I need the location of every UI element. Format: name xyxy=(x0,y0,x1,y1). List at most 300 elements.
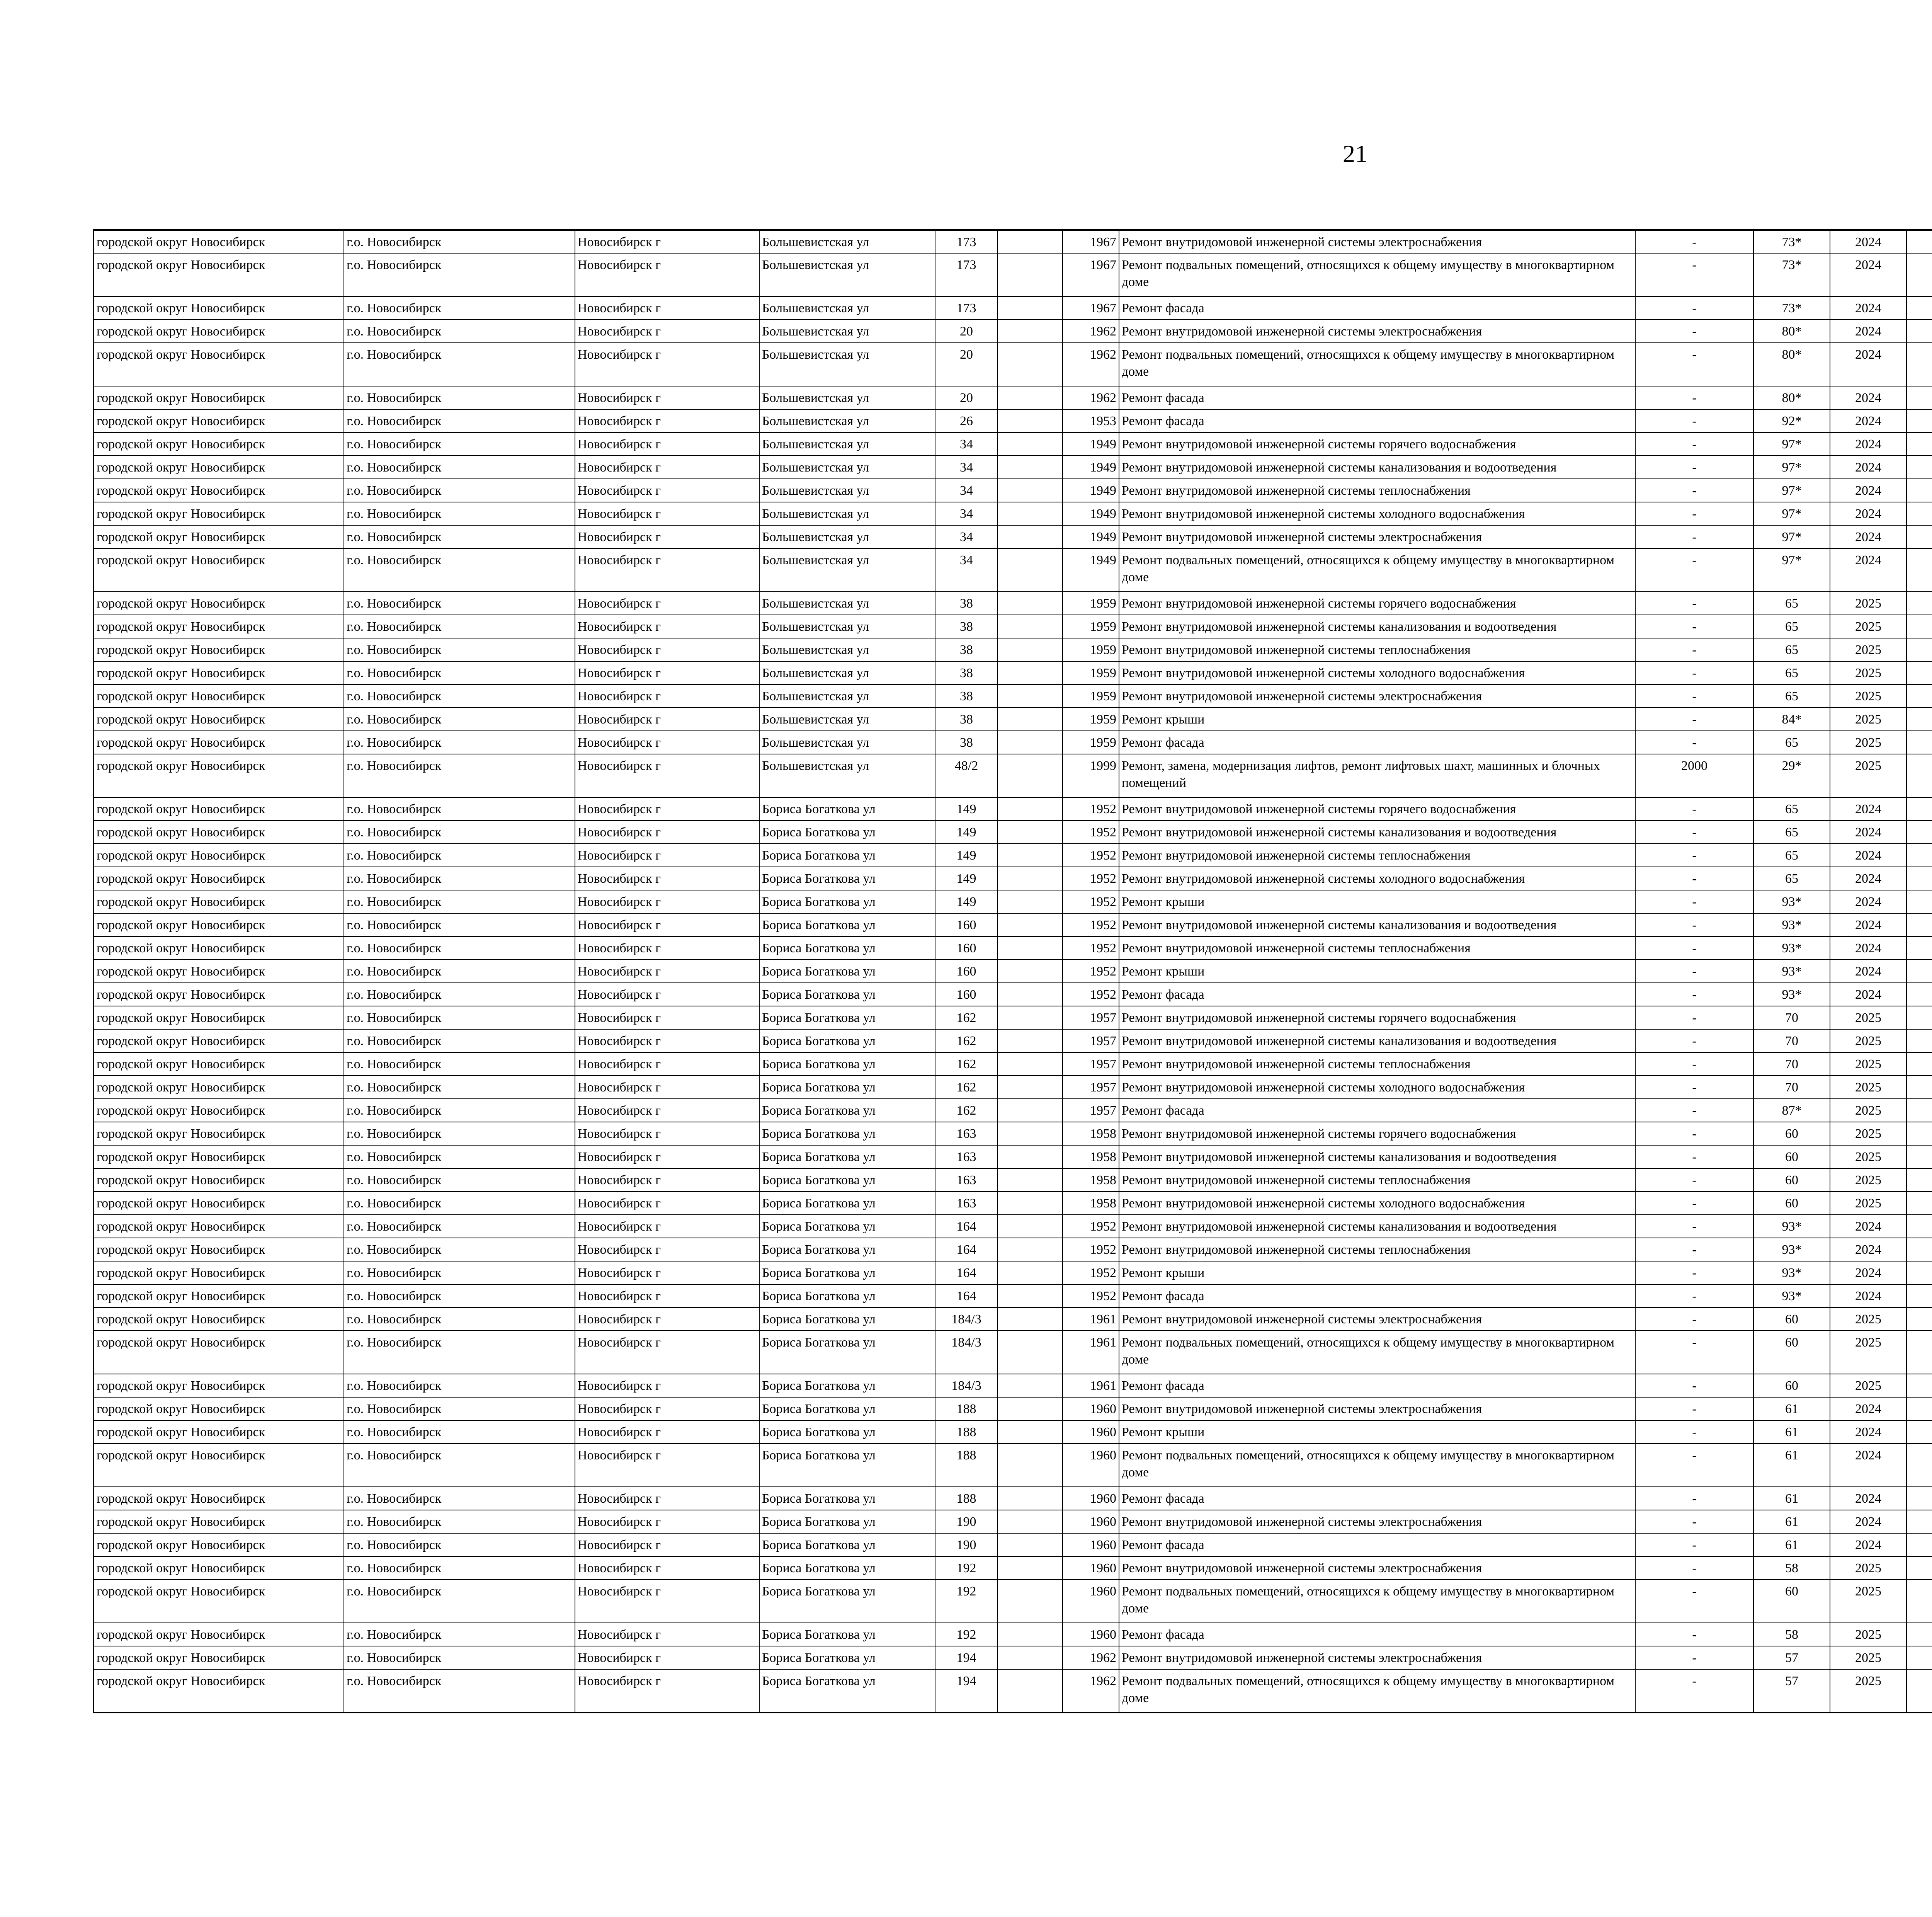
cell-house-number: 38 xyxy=(935,731,998,754)
cell-year-built: 1957 xyxy=(1063,1076,1119,1099)
cell-end-year xyxy=(1906,913,1932,936)
cell-year-built: 1959 xyxy=(1063,708,1119,731)
cell-elevator-year: - xyxy=(1635,821,1753,844)
cell-house-number: 184/3 xyxy=(935,1331,998,1374)
cell-building xyxy=(998,1238,1063,1261)
cell-work-type: Ремонт фасада xyxy=(1119,1374,1635,1397)
cell-elevator-year: - xyxy=(1635,1284,1753,1308)
cell-settlement: Новосибирск г xyxy=(575,615,759,638)
cell-year-built: 1961 xyxy=(1063,1308,1119,1331)
cell-building xyxy=(998,1122,1063,1145)
cell-elevator-year: - xyxy=(1635,1669,1753,1713)
cell-district: г.о. Новосибирск xyxy=(344,983,575,1006)
cell-municipality: городской округ Новосибирск xyxy=(94,1238,344,1261)
cell-settlement: Новосибирск г xyxy=(575,1006,759,1029)
cell-wear-percent: 93* xyxy=(1753,960,1830,983)
cell-district: г.о. Новосибирск xyxy=(344,1029,575,1052)
cell-year-built: 1958 xyxy=(1063,1168,1119,1192)
cell-elevator-year: - xyxy=(1635,731,1753,754)
cell-end-year xyxy=(1906,1331,1932,1374)
cell-wear-percent: 93* xyxy=(1753,983,1830,1006)
cell-house-number: 162 xyxy=(935,1006,998,1029)
table-row xyxy=(94,708,1932,731)
cell-settlement: Новосибирск г xyxy=(575,797,759,821)
cell-year-built: 1952 xyxy=(1063,1238,1119,1261)
cell-municipality: городской округ Новосибирск xyxy=(94,1261,344,1284)
cell-wear-percent: 57 xyxy=(1753,1646,1830,1669)
cell-settlement: Новосибирск г xyxy=(575,253,759,296)
cell-building xyxy=(998,1580,1063,1623)
cell-year-built: 1957 xyxy=(1063,1099,1119,1122)
cell-end-year xyxy=(1906,253,1932,296)
cell-start-year: 2024 xyxy=(1830,343,1906,386)
cell-start-year: 2024 xyxy=(1830,1510,1906,1533)
cell-building xyxy=(998,731,1063,754)
cell-year-built: 1958 xyxy=(1063,1192,1119,1215)
cell-start-year: 2025 xyxy=(1830,684,1906,708)
cell-year-built: 1952 xyxy=(1063,1215,1119,1238)
cell-year-built: 1949 xyxy=(1063,479,1119,502)
cell-work-type: Ремонт фасада xyxy=(1119,983,1635,1006)
table-row xyxy=(94,1261,1932,1284)
cell-house-number: 164 xyxy=(935,1284,998,1308)
cell-wear-percent: 58 xyxy=(1753,1623,1830,1646)
cell-year-built: 1961 xyxy=(1063,1374,1119,1397)
cell-building xyxy=(998,1420,1063,1444)
cell-house-number: 164 xyxy=(935,1261,998,1284)
cell-municipality: городской округ Новосибирск xyxy=(94,913,344,936)
cell-elevator-year: - xyxy=(1635,1510,1753,1533)
cell-end-year xyxy=(1906,1261,1932,1284)
cell-settlement: Новосибирск г xyxy=(575,409,759,432)
table-row xyxy=(94,1052,1932,1076)
cell-municipality: городской округ Новосибирск xyxy=(94,754,344,797)
cell-elevator-year: - xyxy=(1635,296,1753,320)
cell-municipality: городской округ Новосибирск xyxy=(94,548,344,592)
cell-municipality: городской округ Новосибирск xyxy=(94,661,344,684)
cell-year-built: 1962 xyxy=(1063,1646,1119,1669)
cell-street: Большевистская ул xyxy=(759,708,935,731)
cell-building xyxy=(998,1308,1063,1331)
cell-end-year xyxy=(1906,661,1932,684)
cell-district: г.о. Новосибирск xyxy=(344,661,575,684)
cell-work-type: Ремонт фасада xyxy=(1119,386,1635,409)
cell-settlement: Новосибирск г xyxy=(575,821,759,844)
cell-settlement: Новосибирск г xyxy=(575,1308,759,1331)
cell-end-year xyxy=(1906,1029,1932,1052)
cell-district: г.о. Новосибирск xyxy=(344,296,575,320)
cell-house-number: 190 xyxy=(935,1533,998,1556)
cell-municipality: городской округ Новосибирск xyxy=(94,230,344,253)
table-row xyxy=(94,1444,1932,1487)
cell-district: г.о. Новосибирск xyxy=(344,754,575,797)
cell-building xyxy=(998,479,1063,502)
cell-start-year: 2025 xyxy=(1830,1122,1906,1145)
cell-house-number: 164 xyxy=(935,1215,998,1238)
cell-district: г.о. Новосибирск xyxy=(344,731,575,754)
cell-work-type: Ремонт подвальных помещений, относящихся к общему имуществу в многоквартирном доме xyxy=(1119,1444,1635,1487)
cell-start-year: 2025 xyxy=(1830,1145,1906,1168)
cell-work-type: Ремонт внутридомовой инженерной системы теплоснабжения xyxy=(1119,1052,1635,1076)
cell-settlement: Новосибирск г xyxy=(575,456,759,479)
table-row xyxy=(94,983,1932,1006)
cell-district: г.о. Новосибирск xyxy=(344,386,575,409)
cell-elevator-year: - xyxy=(1635,1397,1753,1420)
cell-end-year xyxy=(1906,615,1932,638)
cell-building xyxy=(998,638,1063,661)
cell-work-type: Ремонт фасада xyxy=(1119,1099,1635,1122)
cell-house-number: 160 xyxy=(935,913,998,936)
cell-municipality: городской округ Новосибирск xyxy=(94,983,344,1006)
cell-building xyxy=(998,1192,1063,1215)
cell-district: г.о. Новосибирск xyxy=(344,548,575,592)
cell-municipality: городской округ Новосибирск xyxy=(94,821,344,844)
cell-house-number: 162 xyxy=(935,1029,998,1052)
table-row xyxy=(94,479,1932,502)
table-row xyxy=(94,1006,1932,1029)
cell-year-built: 1952 xyxy=(1063,960,1119,983)
cell-house-number: 149 xyxy=(935,821,998,844)
cell-start-year: 2024 xyxy=(1830,1215,1906,1238)
cell-building xyxy=(998,754,1063,797)
cell-year-built: 1952 xyxy=(1063,913,1119,936)
cell-municipality: городской округ Новосибирск xyxy=(94,1646,344,1669)
cell-year-built: 1960 xyxy=(1063,1533,1119,1556)
cell-settlement: Новосибирск г xyxy=(575,1145,759,1168)
cell-work-type: Ремонт внутридомовой инженерной системы теплоснабжения xyxy=(1119,638,1635,661)
cell-wear-percent: 97* xyxy=(1753,525,1830,548)
cell-street: Бориса Богаткова ул xyxy=(759,1533,935,1556)
cell-building xyxy=(998,1623,1063,1646)
cell-year-built: 1959 xyxy=(1063,615,1119,638)
cell-work-type: Ремонт внутридомовой инженерной системы электроснабжения xyxy=(1119,230,1635,253)
cell-work-type: Ремонт внутридомовой инженерной системы холодного водоснабжения xyxy=(1119,1076,1635,1099)
cell-municipality: городской округ Новосибирск xyxy=(94,844,344,867)
cell-end-year xyxy=(1906,1623,1932,1646)
cell-settlement: Новосибирск г xyxy=(575,1029,759,1052)
cell-street: Большевистская ул xyxy=(759,661,935,684)
cell-start-year: 2024 xyxy=(1830,913,1906,936)
cell-end-year xyxy=(1906,456,1932,479)
table-row xyxy=(94,1580,1932,1623)
cell-end-year xyxy=(1906,1646,1932,1669)
cell-work-type: Ремонт подвальных помещений, относящихся к общему имуществу в многоквартирном доме xyxy=(1119,1331,1635,1374)
cell-elevator-year: - xyxy=(1635,320,1753,343)
cell-building xyxy=(998,320,1063,343)
cell-start-year: 2025 xyxy=(1830,1646,1906,1669)
cell-work-type: Ремонт фасада xyxy=(1119,731,1635,754)
cell-building xyxy=(998,1331,1063,1374)
cell-work-type: Ремонт крыши xyxy=(1119,1420,1635,1444)
cell-work-type: Ремонт крыши xyxy=(1119,890,1635,913)
cell-elevator-year: - xyxy=(1635,1099,1753,1122)
cell-work-type: Ремонт внутридомовой инженерной системы теплоснабжения xyxy=(1119,479,1635,502)
cell-end-year xyxy=(1906,867,1932,890)
cell-wear-percent: 61 xyxy=(1753,1510,1830,1533)
cell-end-year xyxy=(1906,1215,1932,1238)
cell-street: Большевистская ул xyxy=(759,638,935,661)
cell-district: г.о. Новосибирск xyxy=(344,1397,575,1420)
cell-building xyxy=(998,684,1063,708)
cell-elevator-year: - xyxy=(1635,1646,1753,1669)
cell-settlement: Новосибирск г xyxy=(575,1444,759,1487)
cell-start-year: 2024 xyxy=(1830,821,1906,844)
cell-end-year xyxy=(1906,1580,1932,1623)
cell-municipality: городской округ Новосибирск xyxy=(94,1397,344,1420)
cell-building xyxy=(998,1444,1063,1487)
cell-municipality: городской округ Новосибирск xyxy=(94,320,344,343)
cell-building xyxy=(998,1556,1063,1580)
cell-elevator-year: - xyxy=(1635,1374,1753,1397)
table-row xyxy=(94,615,1932,638)
cell-elevator-year: - xyxy=(1635,844,1753,867)
cell-start-year: 2024 xyxy=(1830,253,1906,296)
cell-start-year: 2024 xyxy=(1830,386,1906,409)
table-row xyxy=(94,1646,1932,1669)
cell-street: Большевистская ул xyxy=(759,479,935,502)
cell-start-year: 2024 xyxy=(1830,525,1906,548)
cell-start-year: 2024 xyxy=(1830,867,1906,890)
cell-end-year xyxy=(1906,502,1932,525)
cell-municipality: городской округ Новосибирск xyxy=(94,479,344,502)
cell-municipality: городской округ Новосибирск xyxy=(94,1168,344,1192)
cell-elevator-year: - xyxy=(1635,1168,1753,1192)
cell-end-year xyxy=(1906,731,1932,754)
cell-district: г.о. Новосибирск xyxy=(344,1006,575,1029)
cell-district: г.о. Новосибирск xyxy=(344,1076,575,1099)
cell-year-built: 1960 xyxy=(1063,1487,1119,1510)
cell-end-year xyxy=(1906,708,1932,731)
table-row xyxy=(94,1145,1932,1168)
cell-work-type: Ремонт внутридомовой инженерной системы электроснабжения xyxy=(1119,1308,1635,1331)
cell-work-type: Ремонт фасада xyxy=(1119,1623,1635,1646)
cell-start-year: 2025 xyxy=(1830,1556,1906,1580)
cell-street: Бориса Богаткова ул xyxy=(759,821,935,844)
cell-municipality: городской округ Новосибирск xyxy=(94,638,344,661)
cell-street: Большевистская ул xyxy=(759,456,935,479)
cell-district: г.о. Новосибирск xyxy=(344,502,575,525)
cell-end-year xyxy=(1906,1238,1932,1261)
cell-elevator-year: - xyxy=(1635,1076,1753,1099)
cell-district: г.о. Новосибирск xyxy=(344,1215,575,1238)
cell-building xyxy=(998,960,1063,983)
cell-wear-percent: 97* xyxy=(1753,502,1830,525)
cell-municipality: городской округ Новосибирск xyxy=(94,1099,344,1122)
cell-settlement: Новосибирск г xyxy=(575,1580,759,1623)
cell-end-year xyxy=(1906,983,1932,1006)
table-row xyxy=(94,890,1932,913)
cell-start-year: 2025 xyxy=(1830,1192,1906,1215)
cell-house-number: 34 xyxy=(935,479,998,502)
cell-building xyxy=(998,1510,1063,1533)
cell-settlement: Новосибирск г xyxy=(575,1420,759,1444)
cell-work-type: Ремонт внутридомовой инженерной системы горячего водоснабжения xyxy=(1119,592,1635,615)
cell-house-number: 162 xyxy=(935,1076,998,1099)
cell-building xyxy=(998,1052,1063,1076)
cell-building xyxy=(998,1374,1063,1397)
cell-start-year: 2025 xyxy=(1830,1168,1906,1192)
cell-district: г.о. Новосибирск xyxy=(344,1145,575,1168)
cell-start-year: 2024 xyxy=(1830,890,1906,913)
table-row xyxy=(94,797,1932,821)
cell-start-year: 2024 xyxy=(1830,296,1906,320)
cell-year-built: 1960 xyxy=(1063,1510,1119,1533)
cell-district: г.о. Новосибирск xyxy=(344,479,575,502)
cell-end-year xyxy=(1906,1533,1932,1556)
cell-district: г.о. Новосибирск xyxy=(344,821,575,844)
table-row xyxy=(94,1284,1932,1308)
cell-street: Бориса Богаткова ул xyxy=(759,1145,935,1168)
cell-building xyxy=(998,1076,1063,1099)
cell-year-built: 1952 xyxy=(1063,844,1119,867)
cell-end-year xyxy=(1906,479,1932,502)
cell-elevator-year: - xyxy=(1635,684,1753,708)
cell-district: г.о. Новосибирск xyxy=(344,1623,575,1646)
cell-street: Бориса Богаткова ул xyxy=(759,1331,935,1374)
cell-building xyxy=(998,592,1063,615)
cell-municipality: городской округ Новосибирск xyxy=(94,1374,344,1397)
table-row xyxy=(94,1029,1932,1052)
cell-building xyxy=(998,1646,1063,1669)
cell-district: г.о. Новосибирск xyxy=(344,1168,575,1192)
cell-street: Бориса Богаткова ул xyxy=(759,1099,935,1122)
cell-end-year xyxy=(1906,754,1932,797)
cell-settlement: Новосибирск г xyxy=(575,1669,759,1713)
cell-elevator-year: - xyxy=(1635,913,1753,936)
cell-municipality: городской округ Новосибирск xyxy=(94,867,344,890)
cell-house-number: 188 xyxy=(935,1397,998,1420)
cell-elevator-year: - xyxy=(1635,661,1753,684)
cell-settlement: Новосибирск г xyxy=(575,432,759,456)
cell-year-built: 1949 xyxy=(1063,525,1119,548)
cell-municipality: городской округ Новосибирск xyxy=(94,797,344,821)
cell-work-type: Ремонт фасада xyxy=(1119,296,1635,320)
cell-elevator-year: - xyxy=(1635,1487,1753,1510)
cell-municipality: городской округ Новосибирск xyxy=(94,432,344,456)
cell-settlement: Новосибирск г xyxy=(575,1510,759,1533)
cell-year-built: 1960 xyxy=(1063,1556,1119,1580)
cell-year-built: 1962 xyxy=(1063,1669,1119,1713)
cell-end-year xyxy=(1906,409,1932,432)
cell-house-number: 192 xyxy=(935,1623,998,1646)
cell-street: Бориса Богаткова ул xyxy=(759,1556,935,1580)
cell-year-built: 1960 xyxy=(1063,1444,1119,1487)
cell-wear-percent: 84* xyxy=(1753,708,1830,731)
cell-start-year: 2025 xyxy=(1830,615,1906,638)
cell-municipality: городской округ Новосибирск xyxy=(94,1145,344,1168)
cell-end-year xyxy=(1906,936,1932,960)
cell-municipality: городской округ Новосибирск xyxy=(94,386,344,409)
cell-work-type: Ремонт внутридомовой инженерной системы теплоснабжения xyxy=(1119,1168,1635,1192)
cell-end-year xyxy=(1906,1052,1932,1076)
cell-wear-percent: 93* xyxy=(1753,913,1830,936)
cell-street: Бориса Богаткова ул xyxy=(759,960,935,983)
cell-elevator-year: - xyxy=(1635,548,1753,592)
cell-year-built: 1949 xyxy=(1063,502,1119,525)
cell-settlement: Новосибирск г xyxy=(575,1623,759,1646)
cell-street: Бориса Богаткова ул xyxy=(759,1238,935,1261)
cell-start-year: 2024 xyxy=(1830,1284,1906,1308)
cell-year-built: 1959 xyxy=(1063,684,1119,708)
cell-wear-percent: 70 xyxy=(1753,1029,1830,1052)
cell-district: г.о. Новосибирск xyxy=(344,1669,575,1713)
table-row xyxy=(94,1331,1932,1374)
cell-building xyxy=(998,1261,1063,1284)
cell-start-year: 2024 xyxy=(1830,409,1906,432)
cell-elevator-year: - xyxy=(1635,1261,1753,1284)
table-row xyxy=(94,1238,1932,1261)
cell-building xyxy=(998,253,1063,296)
cell-work-type: Ремонт подвальных помещений, относящихся к общему имуществу в многоквартирном доме xyxy=(1119,343,1635,386)
cell-house-number: 34 xyxy=(935,432,998,456)
repair-register-table xyxy=(93,229,1932,1713)
cell-house-number: 38 xyxy=(935,592,998,615)
cell-house-number: 20 xyxy=(935,320,998,343)
cell-district: г.о. Новосибирск xyxy=(344,867,575,890)
cell-street: Бориса Богаткова ул xyxy=(759,1623,935,1646)
cell-elevator-year: - xyxy=(1635,1215,1753,1238)
cell-municipality: городской округ Новосибирск xyxy=(94,1623,344,1646)
cell-street: Бориса Богаткова ул xyxy=(759,1261,935,1284)
cell-end-year xyxy=(1906,548,1932,592)
cell-settlement: Новосибирск г xyxy=(575,1168,759,1192)
cell-street: Бориса Богаткова ул xyxy=(759,1580,935,1623)
cell-start-year: 2025 xyxy=(1830,1029,1906,1052)
cell-end-year xyxy=(1906,1669,1932,1713)
cell-building xyxy=(998,821,1063,844)
cell-wear-percent: 60 xyxy=(1753,1145,1830,1168)
table-row xyxy=(94,1374,1932,1397)
cell-end-year xyxy=(1906,1510,1932,1533)
cell-municipality: городской округ Новосибирск xyxy=(94,592,344,615)
cell-work-type: Ремонт внутридомовой инженерной системы канализования и водоотведения xyxy=(1119,1145,1635,1168)
cell-house-number: 162 xyxy=(935,1099,998,1122)
table-row xyxy=(94,1215,1932,1238)
cell-elevator-year: - xyxy=(1635,479,1753,502)
table-row xyxy=(94,320,1932,343)
cell-elevator-year: - xyxy=(1635,1122,1753,1145)
cell-settlement: Новосибирск г xyxy=(575,296,759,320)
cell-wear-percent: 92* xyxy=(1753,409,1830,432)
cell-municipality: городской округ Новосибирск xyxy=(94,1556,344,1580)
cell-street: Бориса Богаткова ул xyxy=(759,983,935,1006)
cell-end-year xyxy=(1906,230,1932,253)
cell-settlement: Новосибирск г xyxy=(575,1331,759,1374)
cell-wear-percent: 93* xyxy=(1753,1238,1830,1261)
cell-year-built: 1952 xyxy=(1063,821,1119,844)
cell-settlement: Новосибирск г xyxy=(575,960,759,983)
cell-municipality: городской округ Новосибирск xyxy=(94,1006,344,1029)
table-row xyxy=(94,1533,1932,1556)
cell-house-number: 173 xyxy=(935,253,998,296)
table-row xyxy=(94,386,1932,409)
cell-house-number: 160 xyxy=(935,960,998,983)
cell-work-type: Ремонт внутридомовой инженерной системы холодного водоснабжения xyxy=(1119,1192,1635,1215)
cell-elevator-year: - xyxy=(1635,343,1753,386)
cell-settlement: Новосибирск г xyxy=(575,731,759,754)
cell-year-built: 1960 xyxy=(1063,1623,1119,1646)
cell-start-year: 2025 xyxy=(1830,1006,1906,1029)
cell-elevator-year: - xyxy=(1635,432,1753,456)
cell-street: Бориса Богаткова ул xyxy=(759,936,935,960)
cell-municipality: городской округ Новосибирск xyxy=(94,1331,344,1374)
table-row xyxy=(94,1397,1932,1420)
cell-house-number: 192 xyxy=(935,1580,998,1623)
cell-settlement: Новосибирск г xyxy=(575,502,759,525)
cell-settlement: Новосибирск г xyxy=(575,1284,759,1308)
cell-work-type: Ремонт фасада xyxy=(1119,1284,1635,1308)
cell-house-number: 163 xyxy=(935,1122,998,1145)
